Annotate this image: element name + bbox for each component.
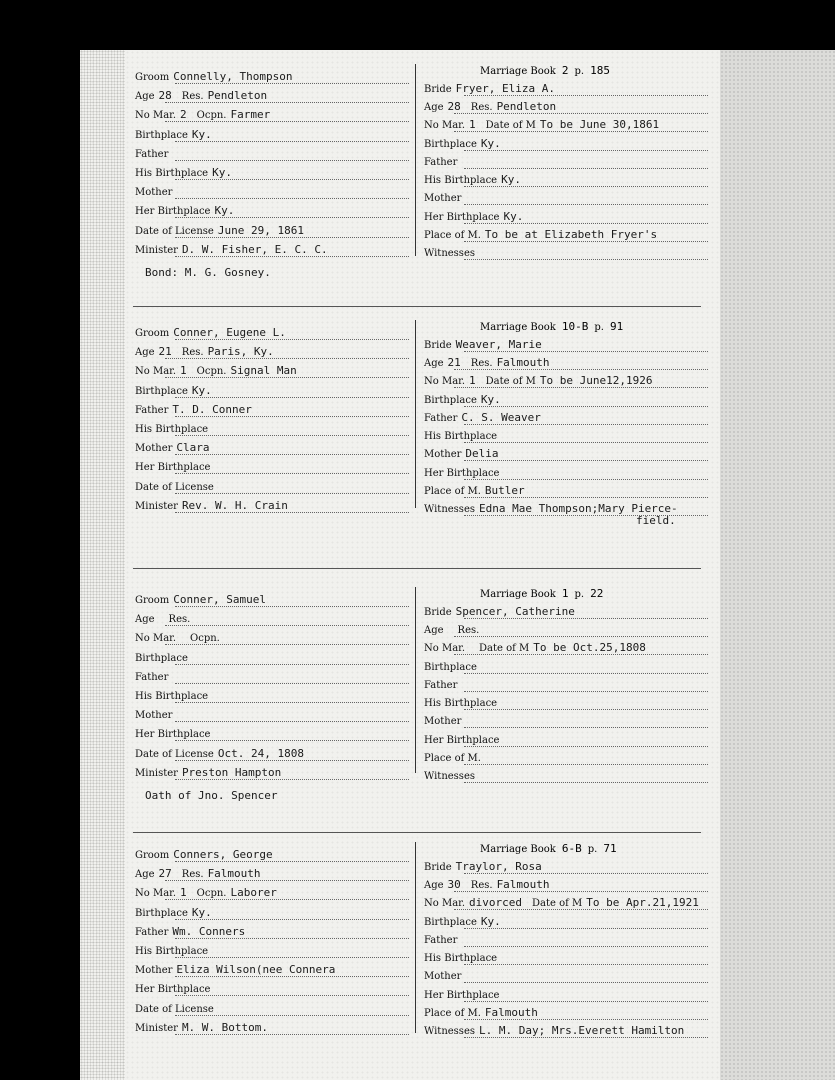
groom-mother — [135, 708, 176, 722]
dotted-rule — [175, 739, 409, 741]
groom-birthplace-label: Birthplace — [135, 652, 188, 664]
bride-age-res-part-0: Age — [424, 880, 444, 892]
bride-age-res-part-3: Pendleton — [496, 100, 557, 114]
groom-license-label: Date of License — [135, 748, 214, 760]
column-divider — [415, 320, 416, 508]
groom-minister-value: D. W. Fisher, E. C. C. — [181, 242, 328, 256]
groom-nomar-ocpn-part-2: Ocpn. — [196, 110, 227, 122]
dotted-rule — [175, 453, 409, 455]
dotted-rule — [464, 672, 708, 674]
marriage-book-part-3: 22 — [590, 587, 604, 600]
bride-place-of-m-value: Falmouth — [484, 1005, 538, 1019]
groom-father-label: Father — [135, 404, 169, 416]
groom-age-res-part-1: 28 — [158, 89, 172, 103]
bride-nomar-date-part-1: 1 — [469, 374, 476, 388]
marriage-book-ref — [480, 587, 603, 600]
dotted-rule — [175, 720, 409, 722]
bride-age-res-part-2: Res. — [470, 102, 493, 114]
groom-her-birthplace-label: Her Birthplace — [135, 729, 211, 741]
column-divider — [415, 587, 416, 773]
bride-mother-label: Mother — [424, 971, 462, 983]
dotted-rule — [454, 635, 708, 637]
marriage-book-part-1: 6-B — [561, 842, 582, 855]
groom-mother-value: Clara — [176, 441, 210, 455]
groom-his-birthplace-label: His Birthplace — [135, 424, 209, 435]
bride-birthplace-label: Birthplace — [424, 661, 477, 673]
marriage-book-ref — [480, 842, 617, 855]
dotted-rule — [175, 255, 409, 257]
marriage-book-ref — [480, 320, 623, 333]
groom-birthplace-value: Ky. — [191, 127, 212, 141]
dotted-rule — [464, 94, 708, 96]
dotted-rule — [175, 918, 409, 920]
dotted-rule — [464, 185, 708, 187]
dotted-rule — [175, 197, 409, 199]
groom-field-label: Groom — [135, 850, 170, 861]
groom-license-value: June 29, 1861 — [217, 223, 304, 237]
dotted-rule — [454, 130, 708, 132]
bride-nomar-date-part-2: Date of M — [485, 120, 536, 132]
dotted-rule — [165, 643, 409, 645]
bride-place-of-m-label: Place of M. — [424, 1007, 481, 1019]
marriage-book-part-3: 185 — [590, 64, 610, 77]
bride-age-res-part-2: Res. — [457, 625, 480, 637]
groom-nomar-ocpn-part-3: Signal Man — [230, 364, 297, 378]
bride-age-res-part-2: Res. — [470, 880, 493, 892]
dotted-rule — [175, 605, 409, 607]
bride-her-birthplace-label: Her Birthplace — [424, 211, 500, 223]
bride-nomar-date-part-0: No Mar. — [424, 376, 466, 388]
marriage-book-part-2: p. — [574, 66, 585, 77]
bride-place-of-m-value: Butler — [484, 483, 525, 497]
record-separator — [133, 306, 701, 307]
groom-nomar-ocpn-part-3: Farmer — [230, 108, 271, 122]
bride-field-label: Bride — [424, 340, 452, 351]
dotted-rule — [464, 203, 708, 205]
dotted-rule — [464, 781, 708, 783]
bride-place-of-m-label: Place of M. — [424, 752, 481, 764]
groom-field-value: Conner, Eugene L. — [173, 326, 286, 339]
dotted-rule — [175, 415, 409, 417]
groom-father-value: T. D. Conner — [172, 402, 252, 416]
groom-her-birthplace-label: Her Birthplace — [135, 984, 211, 996]
bride-nomar-date-part-0: No Mar. — [424, 120, 466, 132]
bride-nomar-date-part-2: Date of M — [485, 376, 536, 388]
dotted-rule — [175, 1014, 409, 1016]
bride-father-label: Father — [424, 412, 458, 424]
dotted-rule — [175, 472, 409, 474]
groom-age-res-part-0: Age — [135, 869, 155, 881]
groom-age-res-part-1: 27 — [158, 867, 172, 881]
bride-birthplace-value: Ky. — [480, 914, 501, 928]
bride-mother-label: Mother — [424, 193, 462, 205]
bride-his-birthplace-label: His Birthplace — [424, 431, 498, 443]
groom-age-res-part-3: Pendleton — [207, 89, 268, 103]
dotted-rule — [464, 927, 708, 929]
groom-father-label: Father — [135, 671, 169, 683]
bride-age-res-part-1: 21 — [447, 356, 461, 370]
dotted-rule — [464, 1018, 708, 1020]
bride-father-label: Father — [424, 156, 458, 168]
bride-nomar-date-part-3: To be Oct.25,1808 — [533, 641, 646, 655]
marriage-book-part-3: 71 — [603, 842, 617, 855]
record-note: Bond: M. G. Gosney. — [145, 266, 271, 279]
bride-father — [424, 678, 461, 692]
dotted-rule — [175, 140, 409, 142]
groom-his-birthplace-label: His Birthplace — [135, 168, 209, 179]
dotted-rule — [464, 745, 708, 747]
marriage-book-part-1: 1 — [561, 587, 569, 600]
bride-field-value: Weaver, Marie — [455, 338, 542, 351]
groom-her-birthplace-label: Her Birthplace — [135, 206, 211, 218]
bride-nomar-date-part-1: divorced — [469, 896, 522, 910]
page-left-edge — [80, 50, 125, 1080]
dotted-rule — [464, 708, 708, 710]
bride-his-birthplace-value: Ky. — [501, 173, 521, 187]
marriage-book-part-2: p. — [587, 844, 598, 855]
dotted-rule — [464, 405, 708, 407]
dotted-rule — [165, 898, 409, 900]
groom-mother-label: Mother — [135, 443, 173, 455]
bride-mother-label: Mother — [424, 449, 462, 461]
dotted-rule — [165, 357, 409, 359]
bride-field-value: Spencer, Catherine — [455, 605, 575, 618]
marriage-book-part-3: 91 — [609, 320, 624, 333]
dotted-rule — [454, 112, 708, 114]
groom-age-res-part-2: Res. — [181, 91, 204, 103]
groom-age-res-part-3: Paris, Ky. — [207, 345, 274, 359]
dotted-rule — [464, 441, 708, 443]
dotted-rule — [454, 653, 708, 655]
bride-place-of-m-label: Place of M. — [424, 229, 481, 241]
groom-minister-label: Minister — [135, 1022, 178, 1034]
dotted-rule — [464, 617, 708, 619]
bride-mother — [424, 714, 465, 728]
groom-license-label: Date of License — [135, 1003, 214, 1015]
bride-his-birthplace-label: His Birthplace — [424, 698, 498, 710]
groom-minister-value: M. W. Bottom. — [181, 1020, 269, 1034]
record-separator — [133, 832, 701, 833]
groom-nomar-ocpn-part-0: No Mar. — [135, 633, 177, 645]
marriage-book-part-0: Marriage Book — [480, 322, 556, 333]
bride-mother-value: Delia — [465, 447, 499, 461]
bride-his-birthplace-label: His Birthplace — [424, 175, 498, 187]
bride-age-res-part-0: Age — [424, 102, 444, 114]
groom-minister-value: Rev. W. H. Crain — [181, 498, 288, 512]
groom-birthplace-label: Birthplace — [135, 385, 188, 397]
dotted-rule — [464, 963, 708, 965]
bride-nomar-date-part-3: To be June12,1926 — [539, 374, 653, 388]
groom-license-value: Oct. 24, 1808 — [217, 746, 304, 760]
dotted-rule — [464, 1000, 708, 1002]
column-divider — [415, 64, 416, 256]
bride-age-res-part-2: Res. — [470, 358, 493, 370]
marriage-book-part-0: Marriage Book — [480, 844, 556, 855]
bride-father-label: Father — [424, 934, 458, 946]
bride-witnesses-label: Witnesses — [424, 771, 475, 783]
marriage-book-part-2: p. — [594, 322, 604, 333]
dotted-rule — [464, 478, 708, 480]
bride-age-res-part-0: Age — [424, 358, 444, 370]
groom-minister-label: Minister — [135, 244, 178, 256]
groom-field-label: Groom — [135, 595, 170, 606]
groom-minister-value: Preston Hampton — [181, 765, 282, 779]
groom-age-res-part-1: 21 — [158, 345, 172, 359]
dotted-rule — [454, 890, 708, 892]
groom-age-res-part-0: Age — [135, 614, 155, 626]
groom-field-value: Conner, Samuel — [173, 593, 267, 606]
groom-nomar-ocpn-part-2: Ocpn. — [190, 633, 220, 645]
bride-mother — [424, 191, 465, 205]
marriage-book-ref — [480, 64, 610, 77]
groom-field-label: Groom — [135, 72, 170, 83]
dotted-rule — [175, 759, 409, 761]
dotted-rule — [175, 778, 409, 780]
bride-nomar-date-part-0: No Mar. — [424, 898, 466, 910]
dotted-rule — [175, 511, 409, 513]
bride-birthplace-label: Birthplace — [424, 394, 477, 406]
groom-his-birthplace-label: His Birthplace — [135, 946, 209, 957]
bride-her-birthplace-label: Her Birthplace — [424, 989, 500, 1001]
bride-birthplace-label: Birthplace — [424, 138, 477, 150]
bride-father-label: Father — [424, 679, 458, 691]
groom-mother-label: Mother — [135, 187, 173, 199]
bride-witnesses-value: Edna Mae Thompson;Mary Pierce- — [479, 502, 678, 516]
bride-father-value: C. S. Weaver — [461, 410, 541, 424]
dotted-rule — [464, 258, 708, 260]
bride-age-res-part-3: Falmouth — [496, 356, 550, 370]
groom-birthplace-label: Birthplace — [135, 907, 188, 919]
bride-witnesses-label: Witnesses — [424, 504, 475, 516]
bride-witnesses-continued: field. — [636, 514, 676, 528]
dotted-rule — [175, 236, 409, 238]
bride-birthplace-value: Ky. — [480, 136, 501, 150]
groom-minister-label: Minister — [135, 767, 178, 779]
groom-father — [135, 147, 172, 161]
bride-her-birthplace-value: Ky. — [503, 209, 524, 223]
bride-birthplace-value: Ky. — [480, 392, 501, 406]
dotted-rule — [175, 178, 409, 180]
dotted-rule — [175, 994, 409, 996]
dotted-rule — [165, 624, 409, 626]
dotted-rule — [464, 423, 708, 425]
dotted-rule — [175, 82, 409, 84]
dotted-rule — [175, 663, 409, 665]
dotted-rule — [454, 908, 708, 910]
groom-field-value: Conners, George — [173, 848, 273, 861]
dotted-rule — [175, 216, 409, 218]
groom-nomar-ocpn-part-2: Ocpn. — [196, 888, 227, 900]
dotted-rule — [464, 350, 708, 352]
dotted-rule — [175, 682, 409, 684]
dotted-rule — [175, 396, 409, 398]
adjacent-page-strip — [720, 50, 835, 1080]
dotted-rule — [464, 222, 708, 224]
dotted-rule — [175, 159, 409, 161]
dotted-rule — [464, 459, 708, 461]
bride-place-of-m-value: To be at Elizabeth Fryer's — [484, 227, 658, 241]
groom-age-res-part-2: Res. — [181, 347, 204, 359]
groom-mother — [135, 185, 176, 199]
marriage-book-part-0: Marriage Book — [480, 66, 556, 77]
bride-age-res-part-1: 28 — [447, 100, 461, 114]
groom-age-res-part-3: Falmouth — [207, 867, 261, 881]
groom-mother-value: Eliza Wilson(nee Connera — [176, 963, 336, 977]
marriage-book-part-1: 2 — [561, 64, 569, 77]
dotted-rule — [175, 338, 409, 340]
bride-nomar-date-part-0: No Mar. — [424, 643, 466, 655]
column-divider — [415, 842, 416, 1033]
dotted-rule — [165, 120, 409, 122]
dotted-rule — [464, 726, 708, 728]
dotted-rule — [454, 386, 708, 388]
bride-nomar-date-part-1: 1 — [469, 118, 476, 132]
groom-her-birthplace-label: Her Birthplace — [135, 462, 211, 474]
bride-field-value: Fryer, Eliza A. — [455, 82, 555, 95]
dotted-rule — [464, 872, 708, 874]
marriage-book-part-0: Marriage Book — [480, 589, 556, 600]
bride-nomar-date-part-2: Date of M — [532, 898, 583, 910]
dotted-rule — [464, 1036, 708, 1038]
groom-his-birthplace-label: His Birthplace — [135, 691, 209, 702]
groom-father-value: Wm. Conners — [172, 924, 246, 938]
dotted-rule — [454, 368, 708, 370]
groom-age-res-part-0: Age — [135, 347, 155, 359]
bride-witnesses-label: Witnesses — [424, 1026, 475, 1038]
bride-field-label: Bride — [424, 862, 452, 873]
groom-nomar-ocpn-part-2: Ocpn. — [196, 366, 227, 378]
bride-father — [424, 933, 461, 947]
groom-mother-label: Mother — [135, 710, 173, 722]
groom-license-label: Date of License — [135, 481, 214, 493]
dotted-rule — [175, 1033, 409, 1035]
bride-father — [424, 155, 461, 169]
bride-field-value: Traylor, Rosa — [455, 860, 542, 873]
bride-witnesses-label: Witnesses — [424, 248, 475, 260]
record-note: Oath of Jno. Spencer — [145, 789, 278, 802]
groom-nomar-ocpn-part-1: 2 — [180, 108, 187, 122]
groom-nomar-ocpn-part-1: 1 — [180, 886, 187, 900]
dotted-rule — [464, 981, 708, 983]
groom-nomar-ocpn-part-0: No Mar. — [135, 110, 177, 122]
dotted-rule — [464, 167, 708, 169]
groom-father-label: Father — [135, 926, 169, 938]
groom-field-label: Groom — [135, 328, 170, 339]
groom-nomar-ocpn-part-0: No Mar. — [135, 888, 177, 900]
marriage-book-part-2: p. — [574, 589, 585, 600]
dotted-rule — [165, 879, 409, 881]
dotted-rule — [175, 937, 409, 939]
bride-mother-label: Mother — [424, 716, 462, 728]
dotted-rule — [464, 149, 708, 151]
groom-her-birthplace-value: Ky. — [214, 204, 235, 218]
marriage-book-part-1: 10-B — [561, 320, 589, 333]
groom-age-res-part-2: Res. — [168, 614, 191, 626]
groom-birthplace-value: Ky. — [191, 383, 212, 397]
groom-nomar-ocpn-part-0: No Mar. — [135, 366, 177, 378]
bride-nomar-date-part-3: To be Apr.21,1921 — [586, 896, 699, 910]
bride-age-res-part-0: Age — [424, 625, 444, 637]
dotted-rule — [175, 434, 409, 436]
dotted-rule — [165, 376, 409, 378]
dotted-rule — [165, 101, 409, 103]
bride-nomar-date-part-2: Date of M — [479, 643, 530, 655]
groom-mother-label: Mother — [135, 965, 173, 977]
bride-age-res-part-3: Falmouth — [496, 878, 550, 892]
bride-field-label: Bride — [424, 84, 452, 95]
record-separator — [133, 568, 701, 569]
groom-license-label: Date of License — [135, 225, 214, 237]
groom-field-value: Connelly, Thompson — [173, 70, 293, 83]
dotted-rule — [175, 975, 409, 977]
groom-nomar-ocpn-part-1: 1 — [180, 364, 187, 378]
bride-field-label: Bride — [424, 607, 452, 618]
bride-birthplace-label: Birthplace — [424, 916, 477, 928]
dotted-rule — [464, 240, 708, 242]
bride-her-birthplace-label: Her Birthplace — [424, 734, 500, 746]
bride-age-res-part-1: 30 — [447, 878, 461, 892]
groom-birthplace-label: Birthplace — [135, 129, 188, 141]
dotted-rule — [175, 701, 409, 703]
groom-minister-label: Minister — [135, 500, 178, 512]
groom-age-res-part-0: Age — [135, 91, 155, 103]
bride-her-birthplace-label: Her Birthplace — [424, 467, 500, 479]
bride-place-of-m-label: Place of M. — [424, 485, 481, 497]
dotted-rule — [464, 690, 708, 692]
groom-nomar-ocpn-part-3: Laborer — [230, 886, 277, 900]
groom-father — [135, 670, 172, 684]
groom-father-label: Father — [135, 148, 169, 160]
bride-witnesses-value: L. M. Day; Mrs.Everett Hamilton — [479, 1024, 685, 1038]
bride-mother — [424, 969, 465, 983]
groom-his-birthplace-value: Ky. — [212, 166, 232, 179]
dotted-rule — [175, 860, 409, 862]
dotted-rule — [464, 763, 708, 765]
bride-his-birthplace-label: His Birthplace — [424, 953, 498, 965]
dotted-rule — [175, 492, 409, 494]
groom-birthplace-value: Ky. — [191, 905, 212, 919]
bride-nomar-date-part-3: To be June 30,1861 — [539, 118, 660, 132]
dotted-rule — [464, 945, 708, 947]
groom-age-res-part-2: Res. — [181, 869, 204, 881]
dotted-rule — [464, 496, 708, 498]
dotted-rule — [175, 956, 409, 958]
